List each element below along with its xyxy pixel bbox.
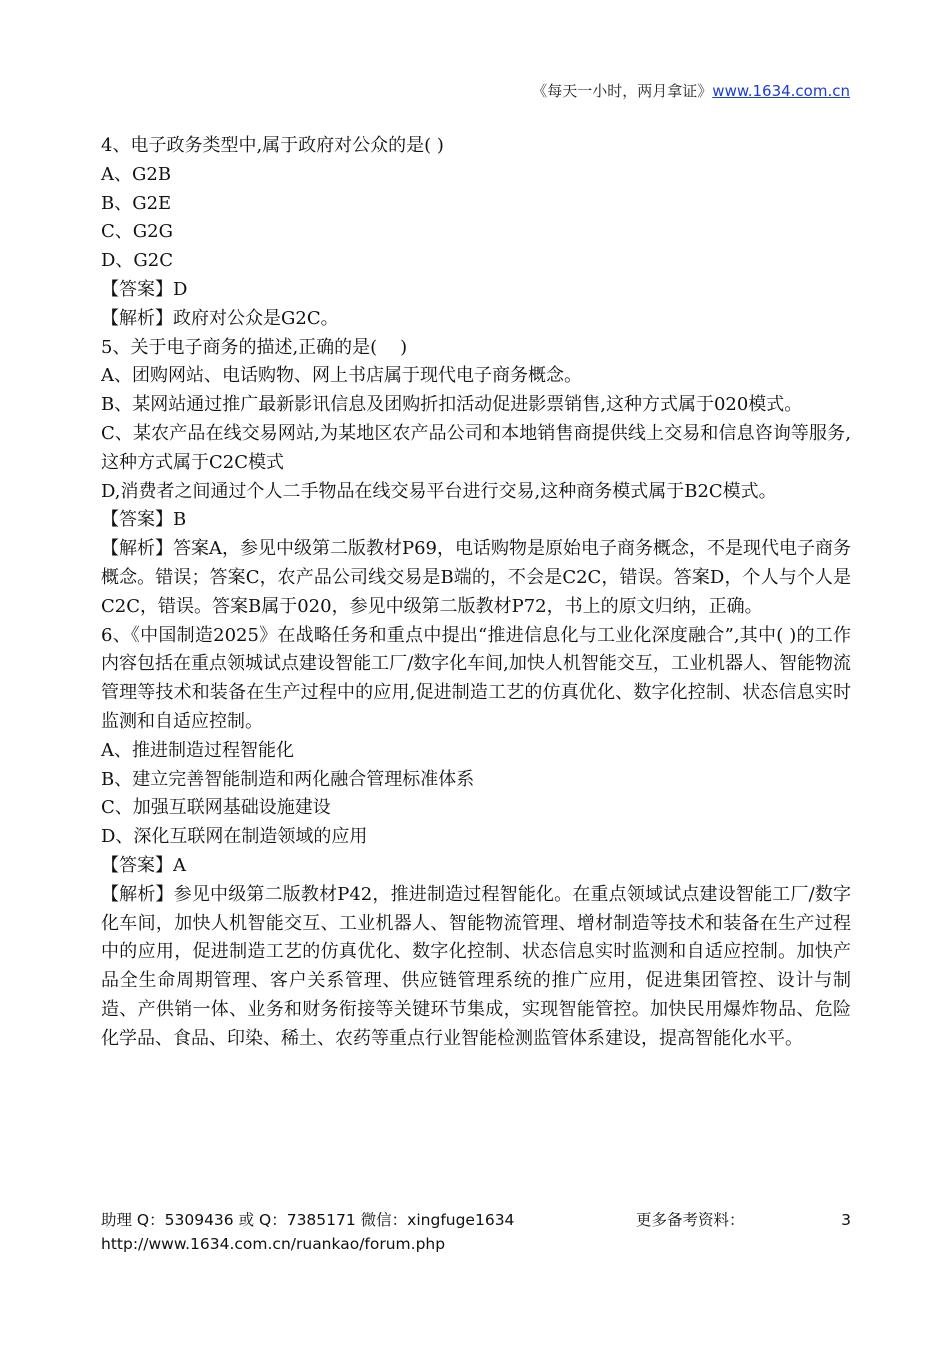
- footer-more-label: 更多备考资料：: [636, 1211, 745, 1229]
- option-b: B、G2E: [101, 192, 172, 214]
- option-a: A、团购网站、电话购物、网上书店属于现代电子商务概念。: [101, 365, 582, 387]
- question-6: [101, 622, 851, 1054]
- option-d: D、G2C: [101, 250, 174, 272]
- analysis: 【解析】政府对公众是G2C。: [101, 307, 339, 329]
- header-slogan: 《每天一小时，两月拿证》: [532, 82, 713, 100]
- answer: 【答案】A: [101, 854, 186, 876]
- option-c: C、G2G: [101, 221, 173, 243]
- option-b: B、某网站通过推广最新影讯信息及团购折扣活动促进影票销售,这种方式属于020模式。: [101, 394, 803, 416]
- answer: 【答案】B: [101, 509, 187, 531]
- answer: 【答案】D: [101, 278, 188, 300]
- option-d: D、深化互联网在制造领域的应用: [101, 826, 368, 848]
- option-c: C、某农产品在线交易网站,为某地区农产品公司和本地销售商提供线上交易和信息咨询等服务,这种方式属于C2C模式: [101, 422, 851, 473]
- option-c: C、加强互联网基础设施建设: [101, 797, 331, 819]
- question-4: [101, 132, 851, 334]
- analysis: 【解析】参见中级第二版教材P42，推进制造过程智能化。在重点领域试点建设智能工厂/数字化车间，加快人机智能交互、工业机器人、智能物流管理、增材制造等技术和装备在生产过程中的应用，促进制造工艺的仿真优化、数字化控制、状态信息实时监测和自适应控制。加快产品全生命周期管理、客户关系管理、供应链管理系统的推广应用，促进集团管控、设计与制造、产供销一体、业务和财务衔接等关键环节集成，实现智能管控。加快民用爆炸物品、危险化学品、食品、印染、稀土、农药等重点行业智能检测监管体系建设，提高智能化水平。: [101, 883, 851, 1049]
- option-d: D,消费者之间通过个人二手物品在线交易平台进行交易,这种商务模式属于B2C模式。: [101, 480, 777, 502]
- option-a: A、G2B: [101, 163, 172, 185]
- question-stem: 4、电子政务类型中,属于政府对公众的是( ): [101, 135, 444, 156]
- question-stem: 5、关于电子商务的描述,正确的是( ): [101, 336, 408, 358]
- page-header: [532, 80, 850, 101]
- page-footer: [101, 1208, 851, 1256]
- option-b: B、建立完善智能制造和两化融合管理标准体系: [101, 768, 475, 790]
- document-body: [101, 132, 851, 1054]
- page-number: 3: [841, 1211, 851, 1229]
- footer-contact: 助理 Q：5309436 或 Q：7385171 微信：xingfuge1634: [101, 1211, 515, 1229]
- question-stem: 6、《中国制造2025》在战略任务和重点中提出“推进信息化与工业化深度融合”,其中( )的工作内容包括在重点领城试点建设智能工厂/数字化车间,加快人机智能交互，工业机器人、智能物流管理等技术和装备在生产过程中的应用,促进制造工艺的仿真优化、数字化控制、状态信息实时监测和自适应控制。: [101, 624, 851, 732]
- analysis: 【解析】答案A，参见中级第二版教材P69，电话购物是原始电子商务概念，不是现代电子商务概念。错误；答案C，农产品公司线交易是B端的，不会是C2C，错误。答案D，个人与个人是C2C，错误。答案B属于020，参见中级第二版教材P72，书上的原文归纳，正确。: [101, 538, 852, 617]
- header-link[interactable]: www.1634.com.cn: [712, 82, 850, 100]
- footer-url[interactable]: http://www.1634.com.cn/ruankao/forum.php: [101, 1235, 446, 1253]
- option-a: A、推进制造过程智能化: [101, 739, 294, 761]
- question-5: [101, 334, 851, 622]
